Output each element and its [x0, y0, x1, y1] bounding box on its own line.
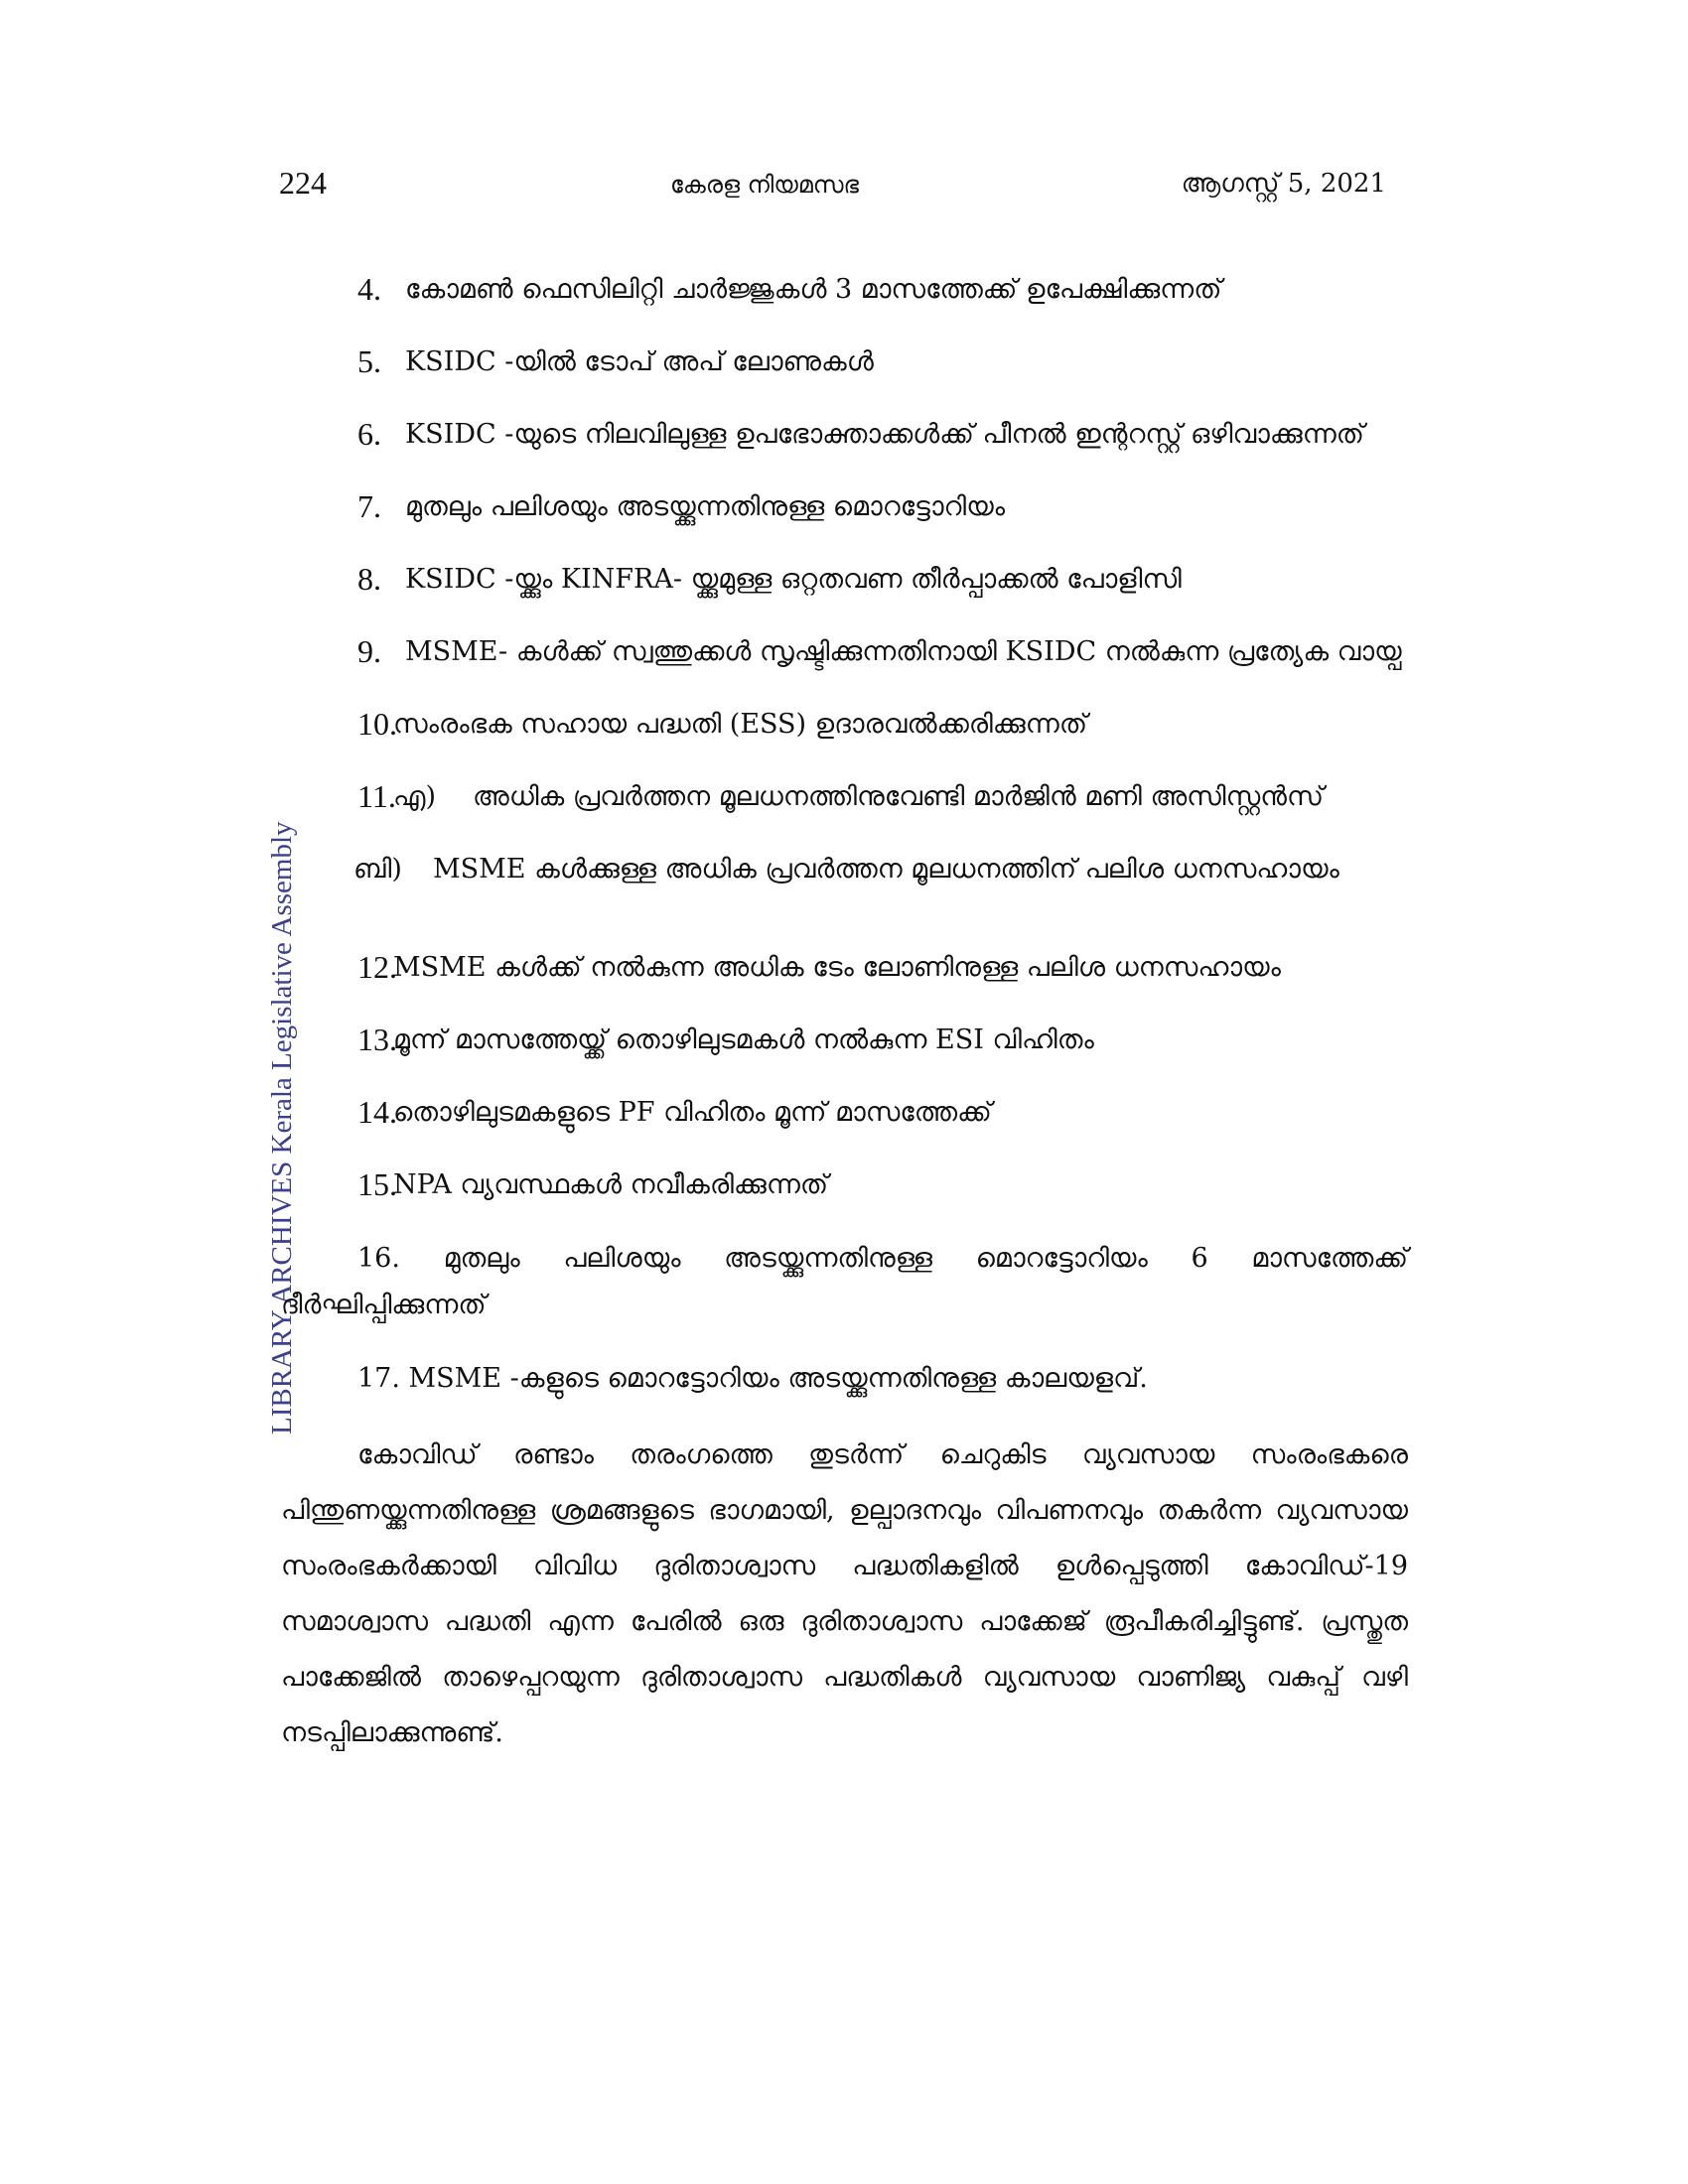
- list-item-7: [357, 483, 1408, 530]
- item-number: 5.: [357, 343, 381, 379]
- item-text: MSME കൾക്ക് നൽകുന്ന അധിക ടേം ലോണിനുള്ള പലിശ ധനസഹായം: [393, 952, 1281, 983]
- item-number: 15.: [357, 1166, 397, 1202]
- item-number: 8.: [357, 561, 381, 597]
- list-item-10: [357, 701, 1408, 748]
- page-header: [0, 165, 1688, 214]
- list-item-9: [357, 628, 1408, 675]
- running-title: കേരള നിയമസഭ: [669, 171, 860, 199]
- page-number: 224: [279, 165, 327, 201]
- sub-item-text: അധിക പ്രവർത്തന മൂലധനത്തിനുവേണ്ടി മാർജിൻ മണി അസിസ്റ്റൻസ്: [473, 781, 1325, 812]
- item-text: MSME- കൾക്ക് സ്വത്തുക്കൾ സൃഷ്ടിക്കുന്നതിനായി KSIDC നൽകുന്ന പ്രത്യേക വായ്പ: [405, 636, 1402, 667]
- document-body: [281, 266, 1408, 1788]
- sub-item-label: എ): [393, 781, 437, 812]
- list-item-17: 17. MSME -കളുടെ മൊറട്ടോറിയം അടയ്ക്കുന്നതിനുള്ള കാലയളവ്.: [357, 1363, 1148, 1394]
- item-text: മുതലും പലിശയും അടയ്ക്കുന്നതിനുള്ള മൊറട്ടോറിയം: [405, 491, 1006, 522]
- header-date: ആഗസ്റ്റ് 5, 2021: [1181, 169, 1386, 199]
- sub-item-label: ബി): [353, 854, 402, 885]
- list-item-4: [357, 266, 1408, 313]
- item-number: 13.: [357, 1022, 397, 1057]
- list-item-15: [357, 1161, 1408, 1208]
- list-item-5: [357, 339, 1408, 385]
- item-text: മൂന്ന് മാസത്തേയ്ക്ക് തൊഴിലുടമകൾ നൽകുന്ന ESI വിഹിതം: [393, 1024, 1094, 1055]
- list-item-8: [357, 556, 1408, 603]
- item-number: 6.: [357, 416, 381, 452]
- item-text: KSIDC -യിൽ ടോപ് അപ് ലോണുകൾ: [405, 346, 874, 377]
- sub-item-text: MSME കൾക്കുള്ള അധിക പ്രവർത്തന മൂലധനത്തിന് പലിശ ധനസഹായം: [433, 854, 1339, 885]
- item-text: തൊഴിലുടമകളുടെ PF വിഹിതം മൂന്ന് മാസത്തേക്ക്: [393, 1097, 992, 1128]
- item-number: 9.: [357, 633, 381, 669]
- item-text: കോമൺ ഫെസിലിറ്റി ചാർജ്ജുകൾ 3 മാസത്തേക്ക് ഉപേക്ഷിക്കുന്നത്: [405, 274, 1222, 305]
- item-text: KSIDC -യുടെ നിലവിലുള്ള ഉപഭോക്താക്കൾക്ക് പീനൽ ഇന്ററസ്റ്റ് ഒഴിവാക്കുന്നത്: [405, 419, 1364, 450]
- sub-item-a: [393, 773, 1408, 820]
- sub-item-b: [353, 846, 1408, 892]
- body-paragraph: കോവിഡ് രണ്ടാം തരംഗത്തെ തുടർന്ന് ചെറുകിട വ്യവസായ സംരംഭകരെ പിന്തുണയ്ക്കുന്നതിനുള്ള ശ്രമങ്ങളുടെ ഭാഗമായി, ഉല്പാദനവും വിപണനവും തകർന്ന വ്യവസായ സംരംഭകർക്കായി വിവിധ ദുരിതാശ്വാസ പദ്ധതികളിൽ ഉൾപ്പെടുത്തി കോവിഡ്-19 സമാശ്വാസ പദ്ധതി എന്ന പേരിൽ ഒരു ദുരിതാശ്വാസ പാക്കേജ് രൂപീകരിച്ചിട്ടുണ്ട്. പ്രസ്തുത പാക്കേജിൽ താഴെപ്പറയുന്ന ദുരിതാശ്വാസ പദ്ധതികൾ വ്യവസായ വാണിജ്യ വകുപ്പ് വഴി നടപ്പിലാക്കുന്നുണ്ട്.: [281, 1439, 1408, 1748]
- item-number: 4.: [357, 271, 381, 307]
- list-item-16: 16. മുതലും പലിശയും അടയ്ക്കുന്നതിനുള്ള മൊറട്ടോറിയം 6 മാസത്തേക്ക് ദീർഘിപ്പിക്കുന്നത്: [281, 1243, 1408, 1320]
- list-item-12: [357, 944, 1408, 991]
- item-number: 14.: [357, 1094, 397, 1130]
- item-number: 10.: [357, 706, 397, 742]
- item-text: KSIDC -യ്ക്കും KINFRA- യ്ക്കുമുള്ള ഒറ്റതവണ തീർപ്പാക്കൽ പോളിസി: [405, 564, 1182, 595]
- item-text: സംരംഭക സഹായ പദ്ധതി (ESS) ഉദാരവൽക്കരിക്കുന്നത്: [393, 709, 1088, 740]
- list-item-11: [353, 773, 1408, 918]
- item-text: NPA വ്യവസ്ഥകൾ നവീകരിക്കുന്നത്: [393, 1169, 829, 1200]
- watermark-text: LIBRARY ARCHIVES Kerala Legislative Assembly: [266, 821, 298, 1434]
- list-item-13: [357, 1017, 1408, 1063]
- item-number: 11.: [357, 778, 396, 814]
- list-item-14: [357, 1089, 1408, 1136]
- list-item-6: [357, 411, 1408, 458]
- item-number: 12.: [357, 949, 397, 985]
- item-number: 7.: [357, 488, 381, 524]
